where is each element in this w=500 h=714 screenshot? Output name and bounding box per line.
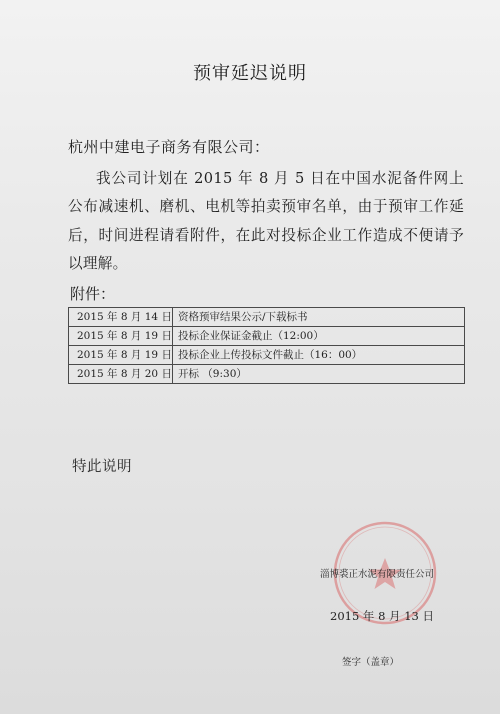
closing-remark: 特此说明 — [72, 459, 132, 475]
schedule-date: 2015 年 8 月 20 日 — [69, 365, 173, 384]
schedule-date: 2015 年 8 月 19 日 — [69, 327, 173, 346]
schedule-event: 资格预审结果公示/下载标书 — [172, 308, 464, 327]
schedule-event: 开标 （9:30） — [172, 365, 464, 384]
table-row — [69, 308, 465, 327]
signature-date: 2015 年 8 月 13 日 — [330, 609, 434, 623]
addressee: 杭州中建电子商务有限公司： — [68, 138, 270, 156]
table-row — [69, 365, 465, 384]
signature-note: 签字（盖章） — [342, 657, 400, 668]
table-row — [69, 346, 465, 365]
document-title: 预审延迟说明 — [193, 63, 307, 84]
signature-company: 淄博裘正水泥有限责任公司 — [320, 569, 435, 580]
table-row — [69, 327, 465, 346]
body-paragraph: 我公司计划在 2015 年 8 月 5 日在中国水泥备件网上公布减速机、磨机、电机等拍卖预审名单，由于预审工作延后，时间进程请看附件，在此对投标企业工作造成不便请予以理解。 — [68, 170, 464, 273]
schedule-date: 2015 年 8 月 19 日 — [69, 346, 173, 365]
schedule-event: 投标企业上传投标文件截止（16：00） — [172, 346, 464, 365]
schedule-date: 2015 年 8 月 14 日 — [69, 308, 173, 327]
attachment-label: 附件： — [70, 285, 116, 303]
schedule-table — [68, 307, 465, 384]
schedule-event: 投标企业保证金截止（12:00） — [172, 327, 464, 346]
